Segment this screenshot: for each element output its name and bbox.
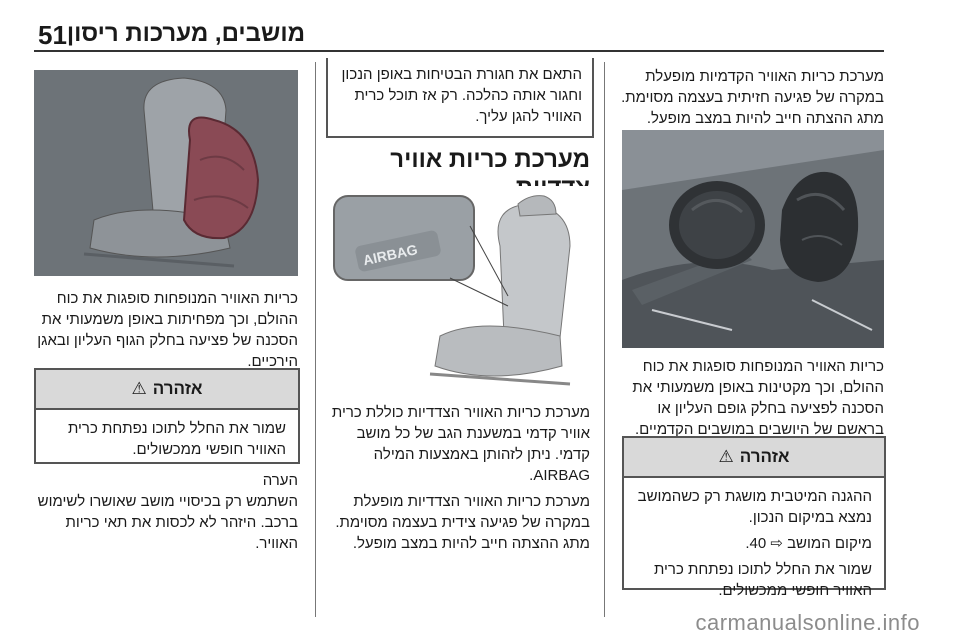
right-intro-text	[614, 66, 884, 134]
watermark: carmanualsonline.info	[695, 610, 920, 635]
right-warning-p2: מיקום המושב ⇨ 40.	[745, 535, 872, 552]
page-title: מושבים, מערכות ריסון	[66, 20, 305, 47]
warning-triangle-icon: ⚠	[718, 447, 734, 466]
side-airbag-seat-illustration	[330, 186, 592, 394]
left-body-text	[34, 288, 298, 377]
mid-body-p2: מערכת כריות האוויר הצדדיות מופעלת במקרה של פגיעה צידית בעצמה מסוימת. מתג ההצתה חייב להיות במצב מופעל.	[335, 493, 590, 552]
left-warning-p1: שמור את החלל לתוכו נפתחת כרית האוויר חופשי ממכשולים.	[67, 420, 286, 458]
right-warning-header	[624, 438, 884, 478]
warning-label: אזהרה	[152, 379, 203, 398]
left-body-paragraph: כריות האוויר המנופחות סופגות את כוח ההולם, וכך מפחיתות באופן משמעותי את הסכנה של פציעה בחלק הגוף העליון ובאגן הירכיים.	[37, 290, 298, 370]
side-airbag-deployed-drawing	[34, 70, 298, 276]
right-warning-p1: ההגנה המיטבית מושגת רק כשהמושב נמצא במיקום הנכון.	[637, 488, 872, 526]
left-warning-body	[36, 410, 298, 473]
warning-label: אזהרה	[739, 447, 790, 466]
column-divider-left	[315, 62, 316, 617]
mid-body-p1: מערכת כריות האוויר הצדדיות כוללת כרית אוויר קדמי במשענת הגב של כל מושב קדמי. ניתן לזהותן באמצעות המילה AIRBAG.	[331, 404, 590, 484]
note-title: הערה	[262, 472, 298, 489]
front-airbags-illustration	[622, 130, 884, 348]
mid-body-text	[326, 402, 590, 559]
right-body-paragraph: כריות האוויר המנופחות סופגות את כוח ההולם, וכך מקטינות באופן משמעותי את הסכנה לפציעה בחלק גופם העליון או בראשם של היושבים במושבים הקדמיים.	[632, 358, 884, 438]
right-warning-body	[624, 478, 884, 614]
side-airbag-section-title: מערכת כריות אוויר	[390, 146, 590, 173]
front-airbags-drawing	[622, 130, 884, 348]
right-intro-paragraph: מערכת כריות האוויר הקדמיות מופעלת במקרה של פגיעה חזיתית בעצמה מסוימת. מתג ההצתה חייב להיות במצב מופעל.	[621, 68, 884, 127]
right-body-text	[614, 356, 884, 445]
header-rule	[34, 50, 884, 52]
mid-top-paragraph: התאם את חגורת הבטיחות באופן הנכון וחגור אותה כהלכה. רק אז תוכל כרית האוויר להגן עליך.	[341, 66, 582, 125]
mid-top-text	[328, 58, 592, 138]
left-warning-box	[34, 368, 300, 464]
column-divider-right	[604, 62, 605, 617]
note-body: השתמש רק בכיסויי מושב שאושרו לשימוש ברכב. היזהר לא לכסות את תאי כריות האוויר.	[37, 493, 298, 552]
mid-top-box	[326, 58, 594, 138]
page-number: 51	[38, 20, 67, 50]
right-warning-box	[622, 436, 886, 599]
side-airbag-seat-drawing	[330, 186, 592, 394]
airbag-label-text: AIRBAG	[361, 241, 419, 269]
page-header	[0, 12, 960, 52]
left-note	[34, 470, 298, 559]
right-warning-p3: שמור את החלל לתוכו נפתחת כרית האוויר חופשי ממכשולים.	[653, 561, 872, 599]
side-airbag-deployed-illustration	[34, 70, 298, 276]
left-warning-header	[36, 370, 298, 410]
warning-triangle-icon: ⚠	[131, 379, 147, 398]
